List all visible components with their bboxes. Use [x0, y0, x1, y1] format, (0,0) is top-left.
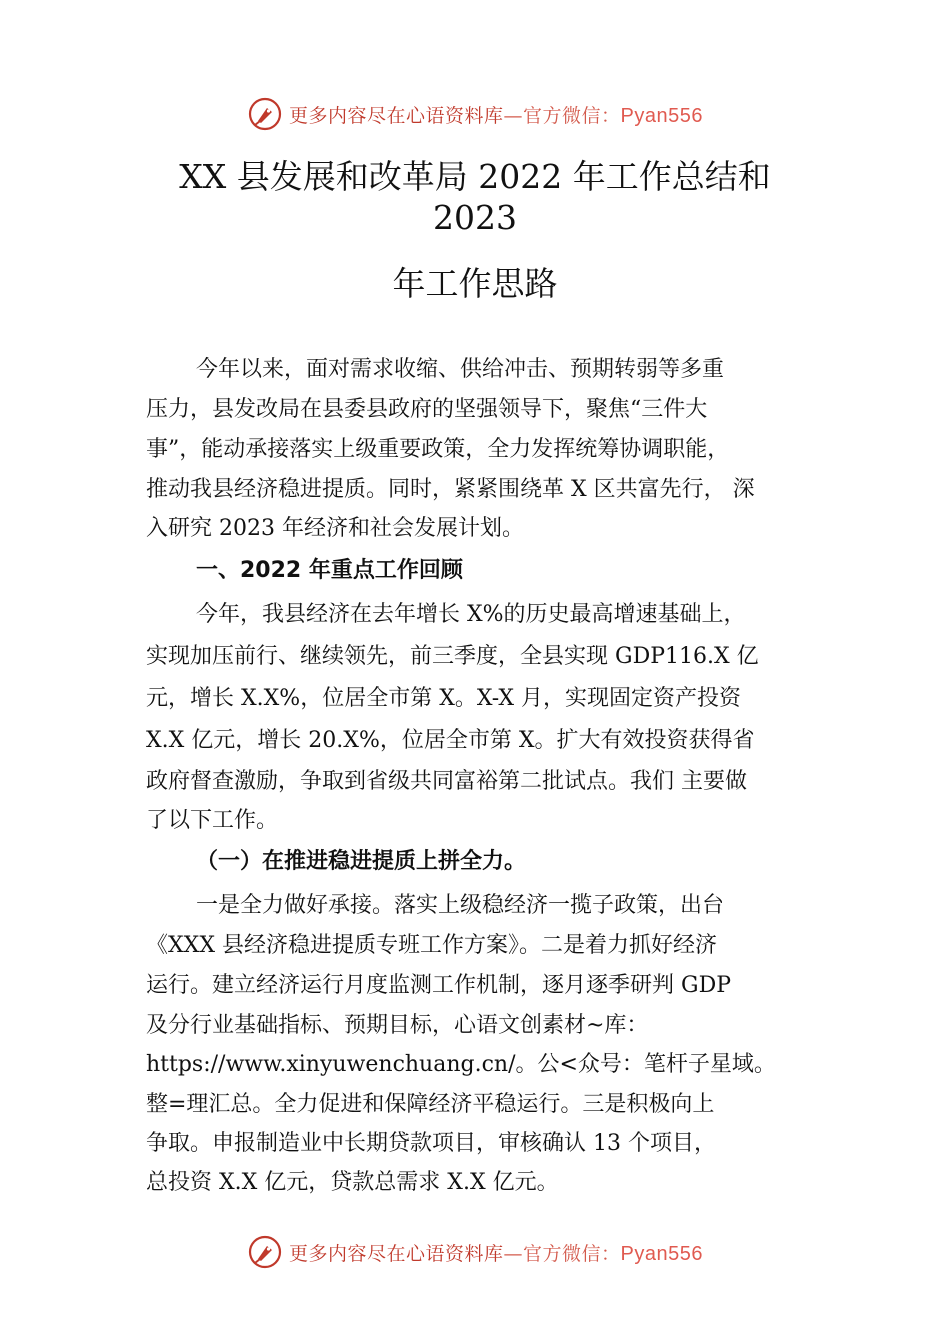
pen-nib-logo-icon — [247, 96, 283, 132]
paragraph-line: 今年以来，面对需求收缩、供给冲击、预期转弱等多重 — [196, 357, 725, 382]
paragraph-line: 争取。申报制造业中长期贷款项目，审核确认 13 个项目， — [146, 1131, 716, 1156]
document-title-line-2: 2023 — [433, 198, 517, 237]
paragraph-line: 实现加压前行、继续领先，前三季度，全县实现 GDP116.X 亿 — [146, 644, 759, 669]
paragraph-line: 整=理汇总。全力促进和保障经济平稳运行。三是积极向上 — [146, 1092, 715, 1117]
paragraph-line: 总投资 X.X 亿元，贷款总需求 X.X 亿元。 — [146, 1170, 559, 1195]
document-title-line-3: 年工作思路 — [392, 264, 558, 303]
watermark-banner-bottom — [0, 1232, 950, 1272]
watermark-banner-top — [0, 94, 950, 134]
pen-nib-logo-icon — [247, 1234, 283, 1270]
paragraph-line: 政府督查激励，争取到省级共同富裕第二批试点。我们 主要做 — [146, 769, 747, 794]
paragraph-line: 《XXX 县经济稳进提质专班工作方案》。二是着力抓好经济 — [146, 933, 717, 958]
paragraph-line: 事”，能动承接落实上级重要政策，全力发挥统筹协调职能， — [146, 437, 730, 462]
subsection-heading: （一）在推进稳进提质上拼全力。 — [196, 848, 527, 874]
paragraph-line: 了以下工作。 — [146, 808, 279, 833]
paragraph-line: 推动我县经济稳进提质。同时，紧紧围绕革 X 区共富先行， 深 — [146, 477, 755, 502]
document-title-line-1: XX 县发展和改革局 2022 年工作总结和 — [179, 157, 771, 196]
paragraph-line: 今年，我县经济在去年增长 X%的历史最高增速基础上， — [196, 602, 746, 627]
paragraph-line: 压力，县发改局在县委县政府的坚强领导下，聚焦“三件大 — [146, 397, 708, 422]
paragraph-line: 一是全力做好承接。落实上级稳经济一揽子政策，出台 — [196, 893, 725, 918]
paragraph-line: X.X 亿元，增长 20.X%，位居全市第 X。扩大有效投资获得省 — [146, 728, 755, 753]
paragraph-line: 元，增长 X.X%，位居全市第 X。X-X 月，实现固定资产投资 — [146, 686, 742, 711]
paragraph-line: 入研究 2023 年经济和社会发展计划。 — [146, 516, 524, 541]
watermark-text: 更多内容尽在心语资料库—官方微信：Pyan556 — [289, 104, 703, 127]
paragraph-line: https://www.xinyuwenchuang.cn/。公<众号：笔杆子星域。 — [146, 1052, 776, 1077]
watermark-text: 更多内容尽在心语资料库—官方微信：Pyan556 — [289, 1242, 703, 1265]
section-heading: 一、2022 年重点工作回顾 — [196, 558, 463, 583]
paragraph-line: 及分行业基础指标、预期目标，心语文创素材~库： — [146, 1013, 649, 1038]
paragraph-line: 运行。建立经济运行月度监测工作机制，逐月逐季研判 GDP — [146, 973, 732, 998]
